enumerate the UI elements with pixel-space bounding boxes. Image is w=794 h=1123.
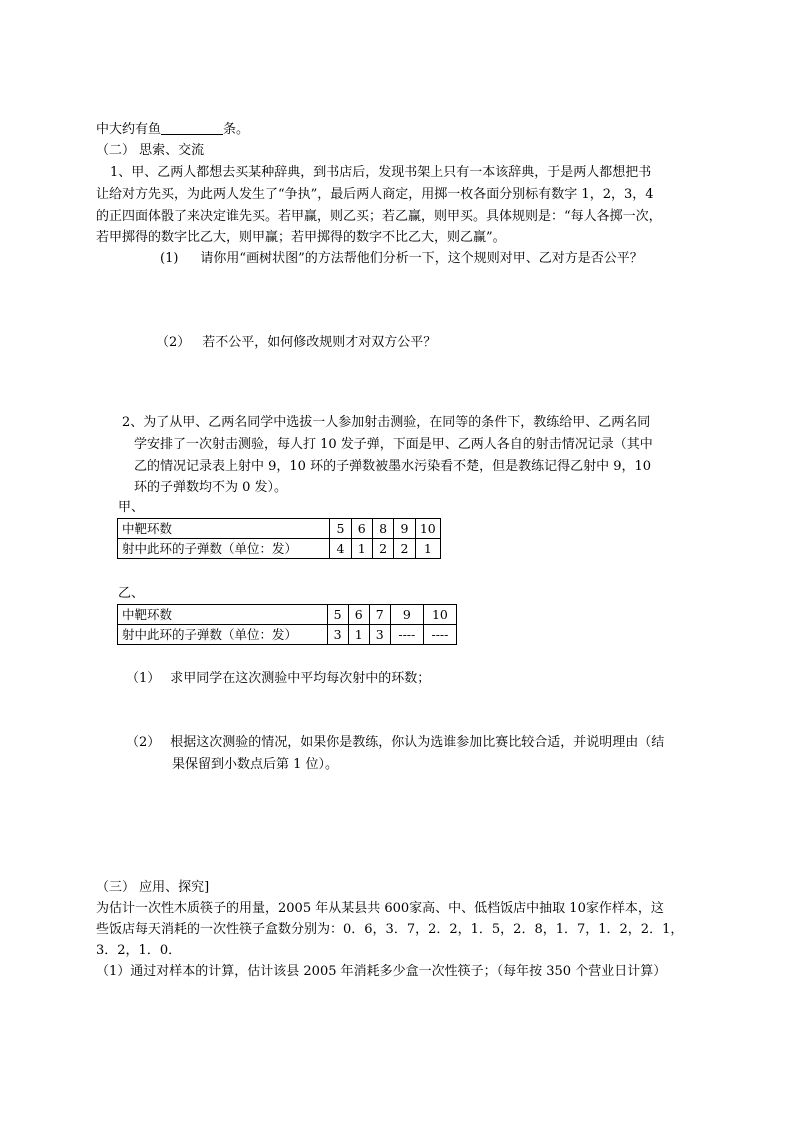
table-cell: 8 bbox=[372, 519, 393, 539]
table-cell: 1 bbox=[348, 625, 369, 645]
table-row bbox=[118, 605, 457, 625]
table-cell: 10 bbox=[423, 605, 456, 625]
problem-2-line-4: 环的子弹数均不为 0 发）。 bbox=[134, 480, 288, 495]
table-cell: 5 bbox=[330, 519, 351, 539]
table-cell: 4 bbox=[330, 539, 351, 559]
table-cell: 7 bbox=[369, 605, 390, 625]
problem-1-q1-number: (1) bbox=[160, 251, 179, 266]
problem-2-q2-text-1: 根据这次测验的情况，如果你是教练，你认为选谁参加比赛比较合适，并说明理由（结 bbox=[170, 735, 665, 750]
table-jia bbox=[117, 518, 441, 559]
table-cell: 1 bbox=[351, 539, 372, 559]
table-yi-label: 乙、 bbox=[118, 586, 145, 601]
problem-2-q2-line-2: 果保留到小数点后第 1 位）。 bbox=[172, 757, 339, 772]
problem-2-q1-number: （1） bbox=[126, 671, 161, 686]
section-2-heading: （二） 思索、交流 bbox=[96, 143, 205, 158]
section-3-heading: （三） 应用、探究] bbox=[96, 880, 210, 895]
section-3-line-1: 为估计一次性木质筷子的用量，2005 年从某县共 600家高、中、低档饭店中抽取 10家作样本，这 bbox=[96, 901, 664, 916]
table-cell: 9 bbox=[394, 519, 415, 539]
problem-1-q1 bbox=[160, 249, 643, 269]
table-row bbox=[118, 625, 457, 645]
table-jia-count-header: 射中此环的子弹数（单位：发） bbox=[118, 539, 330, 559]
table-cell: 5 bbox=[327, 605, 348, 625]
table-jia-ring-header: 中靶环数 bbox=[118, 519, 330, 539]
table-cell: 6 bbox=[348, 605, 369, 625]
problem-2-q1 bbox=[126, 669, 430, 689]
problem-1-q1-text: 请你用“画树状图”的方法帮他们分析一下，这个规则对甲、乙对方是否公平？ bbox=[200, 251, 643, 266]
table-cell: 2 bbox=[394, 539, 415, 559]
table-cell: 10 bbox=[415, 519, 440, 539]
table-cell: 3 bbox=[327, 625, 348, 645]
table-cell: 9 bbox=[390, 605, 423, 625]
table-cell: 1 bbox=[415, 539, 440, 559]
answer-blank[interactable] bbox=[161, 120, 223, 135]
intro-prefix: 中大约有鱼 bbox=[96, 122, 162, 137]
intro-line bbox=[96, 120, 249, 140]
table-cell: ---- bbox=[423, 625, 456, 645]
intro-suffix: 条。 bbox=[223, 122, 250, 137]
table-cell: 3 bbox=[369, 625, 390, 645]
table-cell: 2 bbox=[372, 539, 393, 559]
table-yi-count-header: 射中此环的子弹数（单位：发） bbox=[118, 625, 328, 645]
problem-2-line-2: 学安排了一次射击测验，每人打 10 发子弹，下面是甲、乙两人各自的射击情况记录（其中 bbox=[134, 437, 653, 452]
problem-2-q1-text: 求甲同学在这次测验中平均每次射中的环数； bbox=[170, 671, 431, 686]
table-jia-label: 甲、 bbox=[118, 500, 145, 515]
problem-2-line-1: 2、为了从甲、乙两名同学中选拔一人参加射击测验，在同等的条件下，教练给甲、乙两名同 bbox=[122, 415, 651, 430]
table-cell: ---- bbox=[390, 625, 423, 645]
problem-1-line-4: 若甲掷得的数字比乙大，则甲赢；若甲掷得的数字不比乙大，则乙赢”。 bbox=[96, 230, 506, 245]
problem-2-q2 bbox=[126, 733, 664, 753]
problem-2-q2-number: （2） bbox=[126, 735, 161, 750]
table-cell: 6 bbox=[351, 519, 372, 539]
problem-1-line-2: 让给对方先买，为此两人发生了“争执”，最后两人商定，用掷一枚各面分别标有数字 1，2，3，4 bbox=[96, 187, 654, 202]
problem-1-q2-number: （2） bbox=[156, 335, 191, 350]
section-3-line-3: 3．2，1．0． bbox=[96, 943, 182, 958]
table-row bbox=[118, 539, 441, 559]
problem-1-q2 bbox=[156, 333, 436, 353]
section-3-line-2: 些饭店每天消耗的一次性筷子盒数分别为：0．6，3．7，2．2，1．5，2．8，1．7，1．2，2．1， bbox=[96, 922, 684, 937]
problem-1-line-3: 的正四面体骰了来决定谁先买。若甲赢，则乙买；若乙赢，则甲买。具体规则是：“每人各掷一次， bbox=[96, 209, 662, 224]
table-yi bbox=[117, 604, 457, 645]
table-yi-ring-header: 中靶环数 bbox=[118, 605, 328, 625]
section-3-q1: （1）通过对样本的计算，估计该县 2005 年消耗多少盒一次性筷子；（每年按 350 个营业日计算） bbox=[96, 964, 667, 979]
problem-2-line-3: 乙的情况记录表上射中 9，10 环的子弹数被墨水污染看不楚，但是教练记得乙射中 9，10 bbox=[134, 459, 652, 474]
problem-1-line-1: 1、甲、乙两人都想去买某种辞典，到书店后，发现书架上只有一本该辞典，于是两人都想把书 bbox=[110, 165, 652, 180]
table-row bbox=[118, 519, 441, 539]
problem-1-q2-text: 若不公平，如何修改规则才对双方公平？ bbox=[202, 335, 437, 350]
